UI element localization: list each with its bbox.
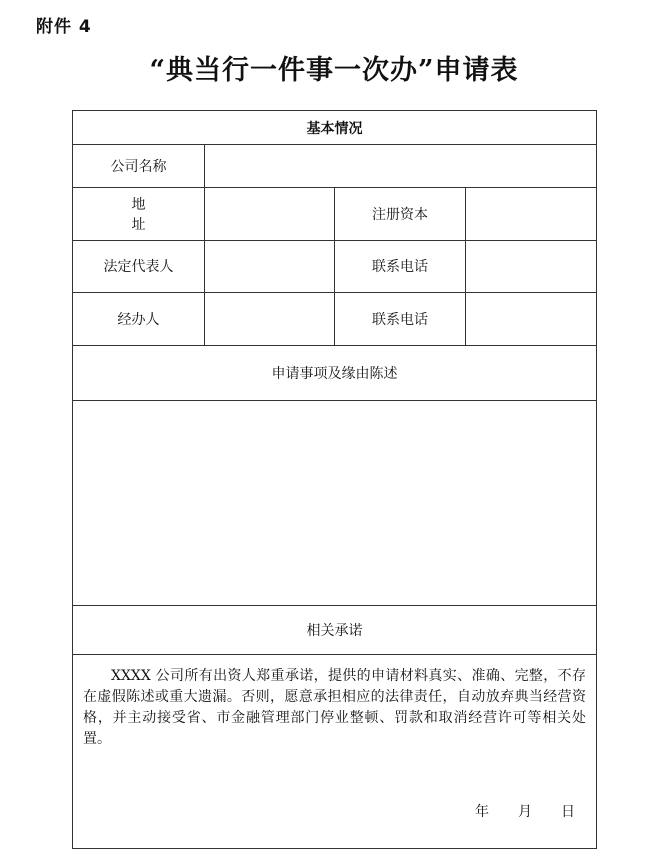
- contact-phone-field[interactable]: [466, 241, 596, 292]
- date-day: 日: [561, 804, 575, 820]
- date-line: [475, 801, 575, 821]
- attachment-label: 附件 4: [36, 17, 92, 37]
- address-label: 地 址: [131, 196, 174, 233]
- handler-phone-field[interactable]: [466, 293, 596, 345]
- application-form-table: [72, 110, 597, 849]
- handler-field[interactable]: [205, 293, 334, 345]
- registered-capital-label: 注册资本: [372, 206, 428, 223]
- page-title: “典当行一件事一次办”申请表: [149, 55, 519, 86]
- handler-label: 经办人: [117, 311, 160, 328]
- section-statement: 申请事项及缘由陈述: [271, 365, 398, 382]
- row-divider: [73, 654, 596, 655]
- section-basic-info: 基本情况: [306, 120, 363, 137]
- address-field[interactable]: [205, 188, 334, 240]
- statement-area[interactable]: [73, 401, 596, 605]
- commitment-text: XXXX 公司所有出资人郑重承诺，提供的申请材料真实、准确、完整，不存在虚假陈述或重大遗漏。否则，愿意承担相应的法律责任，自动放弃典当经营资格，并主动接受省、市金融管理部门停业整顿、罚款和取消经营许可等相关处置。: [83, 668, 586, 747]
- date-year: 年: [475, 804, 489, 820]
- registered-capital-field[interactable]: [466, 188, 596, 240]
- company-name-label: 公司名称: [110, 158, 167, 175]
- section-commitment: 相关承诺: [306, 622, 363, 639]
- contact-phone-label: 联系电话: [372, 259, 428, 275]
- legal-representative-label: 法定代表人: [103, 259, 174, 275]
- handler-phone-label: 联系电话: [372, 311, 428, 328]
- company-name-field[interactable]: [205, 145, 596, 187]
- date-month: 月: [518, 804, 532, 820]
- legal-representative-field[interactable]: [205, 241, 334, 292]
